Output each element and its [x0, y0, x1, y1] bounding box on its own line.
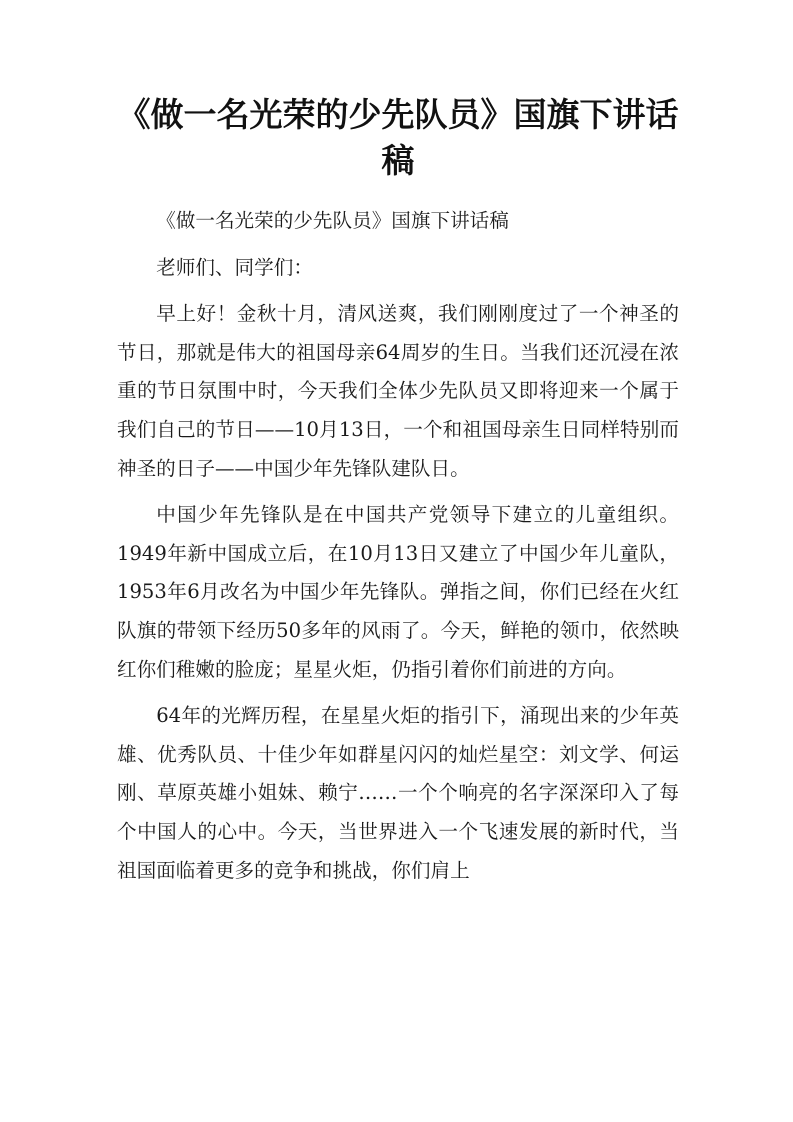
document-title: 《做一名光荣的少先队员》国旗下讲话稿 [117, 95, 679, 180]
body-paragraph: 中国少年先锋队是在中国共产党领导下建立的儿童组织。1949年新中国成立后，在10月13日又建立了中国少年儿童队，1953年6月改名为中国少年先锋队。弹指之间，你们已经在火红队旗的带领下经历50多年的风雨了。今天，鲜艳的领巾，依然映红你们稚嫩的脸庞；星星火炬，仍指引着你们前进的方向。 [117, 503, 679, 681]
document-body [117, 202, 679, 890]
subtitle-paragraph: 《做一名光荣的少先队员》国旗下讲话稿 [156, 209, 509, 232]
body-paragraph: 64年的光辉历程，在星星火炬的指引下，涌现出来的少年英雄、优秀队员、十佳少年如群星闪闪的灿烂星空：刘文学、何运刚、草原英雄小姐妹、赖宁……一个个响亮的名字深深印入了每个中国人的心中。今天，当世界进入一个飞速发展的新时代，当祖国面临着更多的竞争和挑战，你们肩上 [117, 704, 679, 882]
greeting-paragraph: 老师们、同学们： [156, 255, 313, 279]
document-page [117, 92, 679, 898]
body-paragraph: 早上好！金秋十月，清风送爽，我们刚刚度过了一个神圣的节日，那就是伟大的祖国母亲64周岁的生日。当我们还沉浸在浓重的节日氛围中时，今天我们全体少先队员又即将迎来一个属于我们自己的节日——10月13日，一个和祖国母亲生日同样特别而神圣的日子——中国少年先锋队建队日。 [117, 302, 679, 480]
